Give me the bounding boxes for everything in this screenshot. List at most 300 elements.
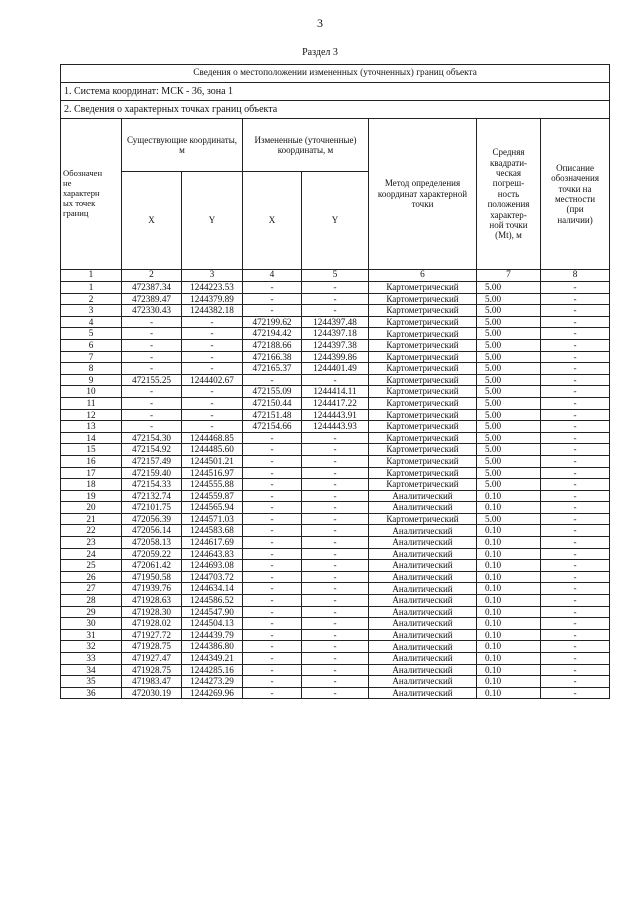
table-row <box>61 664 610 676</box>
cell-existing-x: 472159.40 <box>122 467 182 479</box>
cell-existing-y: - <box>182 339 243 351</box>
cell-changed-x: 472165.37 <box>243 363 302 375</box>
table-row <box>61 571 610 583</box>
cell-changed-y: 1244443.93 <box>302 421 369 433</box>
cell-point-id: 20 <box>61 502 122 514</box>
cell-existing-x: 471927.72 <box>122 629 182 641</box>
cell-description: - <box>541 676 610 688</box>
cell-error: 0.10 <box>477 525 541 537</box>
header-line: ной точки <box>489 219 528 230</box>
cell-point-id: 29 <box>61 606 122 618</box>
cell-changed-x: - <box>243 467 302 479</box>
cell-point-id: 3 <box>61 305 122 317</box>
header-line: местности <box>554 194 596 204</box>
cell-existing-y: 1244583.68 <box>182 525 243 537</box>
cell-point-id: 32 <box>61 641 122 653</box>
column-number: 7 <box>477 270 541 282</box>
cell-error: 5.00 <box>477 351 541 363</box>
cell-method: Картометрический <box>369 467 477 479</box>
cell-changed-y: 1244397.38 <box>302 339 369 351</box>
points-section-title: 2. Сведения о характерных точках границ объекта <box>61 101 610 119</box>
cell-description: - <box>541 490 610 502</box>
cell-method: Аналитический <box>369 687 477 699</box>
cell-description: - <box>541 525 610 537</box>
cell-method: Картометрический <box>369 282 477 294</box>
cell-point-id: 4 <box>61 316 122 328</box>
header-line: погреш- <box>492 178 525 189</box>
cell-method: Картометрический <box>369 397 477 409</box>
cell-changed-y: - <box>302 455 369 467</box>
cell-point-id: 16 <box>61 455 122 467</box>
cell-method: Аналитический <box>369 537 477 549</box>
cell-existing-y: 1244555.88 <box>182 479 243 491</box>
cell-existing-x: 472059.22 <box>122 548 182 560</box>
cell-existing-x: - <box>122 409 182 421</box>
table-row <box>61 305 610 317</box>
cell-point-id: 21 <box>61 513 122 525</box>
cell-existing-x: 472154.30 <box>122 432 182 444</box>
cell-point-id: 10 <box>61 386 122 398</box>
table-row <box>61 560 610 572</box>
cell-point-id: 30 <box>61 618 122 630</box>
cell-existing-x: 472132.74 <box>122 490 182 502</box>
cell-error: 5.00 <box>477 293 541 305</box>
cell-existing-x: 472154.33 <box>122 479 182 491</box>
cell-existing-y: 1244501.21 <box>182 455 243 467</box>
table-row <box>61 583 610 595</box>
cell-description: - <box>541 386 610 398</box>
table-row <box>61 397 610 409</box>
cell-changed-y: - <box>302 606 369 618</box>
table-row <box>61 328 610 340</box>
cell-changed-x: - <box>243 664 302 676</box>
cell-changed-x: 472150.44 <box>243 397 302 409</box>
cell-error: 5.00 <box>477 386 541 398</box>
column-number: 4 <box>243 270 302 282</box>
header-line: характер- <box>490 209 527 220</box>
header-method: Метод определения координат характерной точки <box>369 119 477 270</box>
column-number: 1 <box>61 270 122 282</box>
cell-description: - <box>541 409 610 421</box>
table-row <box>61 629 610 641</box>
table-row <box>61 444 610 456</box>
cell-point-id: 27 <box>61 583 122 595</box>
cell-changed-y: 1244417.22 <box>302 397 369 409</box>
cell-changed-x: - <box>243 595 302 607</box>
header-line: Обозначен <box>63 168 103 179</box>
coordinate-system: 1. Система координат: МСК - 36, зона 1 <box>61 83 610 101</box>
table-row <box>61 606 610 618</box>
cell-description: - <box>541 583 610 595</box>
table-row <box>61 409 610 421</box>
cell-method: Картометрический <box>369 409 477 421</box>
cell-error: 5.00 <box>477 513 541 525</box>
cell-changed-x: - <box>243 537 302 549</box>
cell-changed-y: - <box>302 479 369 491</box>
cell-changed-y: - <box>302 444 369 456</box>
cell-description: - <box>541 351 610 363</box>
cell-changed-x: 472151.48 <box>243 409 302 421</box>
cell-point-id: 9 <box>61 374 122 386</box>
table-row <box>61 339 610 351</box>
cell-method: Аналитический <box>369 548 477 560</box>
cell-existing-x: - <box>122 316 182 328</box>
cell-existing-y: 1244586.52 <box>182 595 243 607</box>
cell-changed-x: - <box>243 653 302 665</box>
header-changed-coords: Измененные (уточненные) координаты, м <box>243 119 369 172</box>
section-label: Раздел 3 <box>302 47 338 58</box>
cell-changed-x: - <box>243 305 302 317</box>
cell-existing-y: 1244273.29 <box>182 676 243 688</box>
cell-changed-y: - <box>302 641 369 653</box>
cell-method: Картометрический <box>369 432 477 444</box>
cell-error: 0.10 <box>477 641 541 653</box>
header-existing-y: Y <box>182 172 243 270</box>
cell-error: 0.10 <box>477 618 541 630</box>
cell-error: 0.10 <box>477 629 541 641</box>
cell-changed-y: - <box>302 571 369 583</box>
cell-point-id: 36 <box>61 687 122 699</box>
cell-error: 0.10 <box>477 687 541 699</box>
cell-existing-y: 1244643.83 <box>182 548 243 560</box>
cell-method: Картометрический <box>369 339 477 351</box>
cell-method: Аналитический <box>369 676 477 688</box>
cell-changed-x: - <box>243 606 302 618</box>
cell-existing-y: - <box>182 363 243 375</box>
cell-existing-y: 1244485.60 <box>182 444 243 456</box>
cell-description: - <box>541 618 610 630</box>
cell-existing-x: 471927.47 <box>122 653 182 665</box>
cell-error: 0.10 <box>477 606 541 618</box>
cell-existing-y: 1244547.90 <box>182 606 243 618</box>
table-row <box>61 537 610 549</box>
cell-error: 5.00 <box>477 339 541 351</box>
header-line: Средняя <box>492 147 525 158</box>
cell-changed-x: - <box>243 293 302 305</box>
cell-description: - <box>541 548 610 560</box>
table-row <box>61 676 610 688</box>
cell-error: 0.10 <box>477 664 541 676</box>
header-line: границ <box>63 207 89 218</box>
header-line: квадрати- <box>489 157 528 168</box>
header-line: Описание <box>556 162 594 173</box>
table-row <box>61 432 610 444</box>
cell-method: Картометрический <box>369 316 477 328</box>
cell-changed-x: - <box>243 513 302 525</box>
cell-existing-y: - <box>182 421 243 433</box>
table-row <box>61 641 610 653</box>
table-row <box>61 351 610 363</box>
cell-error: 0.10 <box>477 548 541 560</box>
cell-changed-x: 472194.42 <box>243 328 302 340</box>
cell-changed-x: - <box>243 676 302 688</box>
cell-changed-x: - <box>243 548 302 560</box>
cell-existing-x: 472056.39 <box>122 513 182 525</box>
cell-description: - <box>541 606 610 618</box>
cell-method: Аналитический <box>369 525 477 537</box>
cell-changed-x: - <box>243 618 302 630</box>
cell-method: Картометрический <box>369 421 477 433</box>
cell-changed-x: - <box>243 571 302 583</box>
cell-changed-y: 1244443.91 <box>302 409 369 421</box>
cell-changed-x: - <box>243 374 302 386</box>
cell-error: 5.00 <box>477 444 541 456</box>
cell-method: Картометрический <box>369 328 477 340</box>
header-line: ых точек <box>63 197 96 208</box>
cell-changed-x: 472155.09 <box>243 386 302 398</box>
cell-changed-y: 1244414.11 <box>302 386 369 398</box>
cell-method: Картометрический <box>369 386 477 398</box>
cell-description: - <box>541 595 610 607</box>
cell-existing-y: 1244386.80 <box>182 641 243 653</box>
column-number: 6 <box>369 270 477 282</box>
cell-existing-x: 472101.75 <box>122 502 182 514</box>
cell-method: Картометрический <box>369 293 477 305</box>
cell-changed-x: - <box>243 432 302 444</box>
cell-description: - <box>541 305 610 317</box>
cell-error: 5.00 <box>477 455 541 467</box>
cell-changed-y: - <box>302 595 369 607</box>
table-row <box>61 374 610 386</box>
cell-method: Картометрический <box>369 455 477 467</box>
cell-description: - <box>541 537 610 549</box>
cell-error: 5.00 <box>477 397 541 409</box>
cell-changed-y: - <box>302 687 369 699</box>
cell-changed-y: - <box>302 467 369 479</box>
cell-existing-y: 1244703.72 <box>182 571 243 583</box>
cell-error: 0.10 <box>477 653 541 665</box>
table-row <box>61 525 610 537</box>
header-line: (Mt), м <box>495 230 522 241</box>
cell-existing-y: - <box>182 316 243 328</box>
cell-changed-x: - <box>243 560 302 572</box>
cell-description: - <box>541 513 610 525</box>
cell-method: Аналитический <box>369 664 477 676</box>
cell-existing-y: 1244693.08 <box>182 560 243 572</box>
cell-changed-y: - <box>302 293 369 305</box>
table-row <box>61 293 610 305</box>
header-existing-coords: Существующие координаты, м <box>122 119 243 172</box>
cell-existing-y: 1244571.03 <box>182 513 243 525</box>
cell-changed-y: - <box>302 548 369 560</box>
cell-error: 5.00 <box>477 432 541 444</box>
cell-description: - <box>541 687 610 699</box>
cell-changed-y: - <box>302 525 369 537</box>
cell-description: - <box>541 282 610 294</box>
cell-changed-y: - <box>302 432 369 444</box>
cell-point-id: 12 <box>61 409 122 421</box>
cell-error: 5.00 <box>477 409 541 421</box>
cell-point-id: 18 <box>61 479 122 491</box>
cell-changed-y: - <box>302 490 369 502</box>
table-row <box>61 316 610 328</box>
table-row <box>61 595 610 607</box>
cell-method: Картометрический <box>369 479 477 491</box>
cell-existing-y: - <box>182 351 243 363</box>
cell-changed-y: - <box>302 618 369 630</box>
cell-changed-x: 472188.66 <box>243 339 302 351</box>
cell-existing-y: 1244565.94 <box>182 502 243 514</box>
cell-description: - <box>541 444 610 456</box>
cell-description: - <box>541 560 610 572</box>
cell-existing-x: 472061.42 <box>122 560 182 572</box>
cell-changed-y: - <box>302 282 369 294</box>
cell-method: Аналитический <box>369 641 477 653</box>
cell-changed-x: - <box>243 455 302 467</box>
column-numbers-row <box>61 270 610 282</box>
cell-existing-x: 471983.47 <box>122 676 182 688</box>
cell-existing-x: - <box>122 386 182 398</box>
cell-changed-x: - <box>243 444 302 456</box>
cell-error: 5.00 <box>477 282 541 294</box>
cell-method: Аналитический <box>369 606 477 618</box>
cell-point-id: 26 <box>61 571 122 583</box>
cell-point-id: 2 <box>61 293 122 305</box>
cell-error: 0.10 <box>477 502 541 514</box>
header-line: (при <box>566 204 584 215</box>
boundary-points-table <box>60 64 610 699</box>
cell-existing-y: 1244379.89 <box>182 293 243 305</box>
cell-method: Аналитический <box>369 490 477 502</box>
cell-changed-x: - <box>243 490 302 502</box>
header-line: обозначения <box>551 173 599 184</box>
cell-method: Картометрический <box>369 444 477 456</box>
cell-changed-y: - <box>302 537 369 549</box>
table-title: Сведения о местоположении измененных (уточненных) границ объекта <box>61 65 610 83</box>
cell-error: 5.00 <box>477 316 541 328</box>
cell-point-id: 5 <box>61 328 122 340</box>
cell-existing-x: 472387.34 <box>122 282 182 294</box>
header-designation <box>61 119 122 270</box>
cell-existing-x: 471928.02 <box>122 618 182 630</box>
cell-description: - <box>541 455 610 467</box>
cell-point-id: 22 <box>61 525 122 537</box>
cell-method: Аналитический <box>369 629 477 641</box>
table-row <box>61 490 610 502</box>
cell-point-id: 6 <box>61 339 122 351</box>
cell-changed-x: - <box>243 641 302 653</box>
cell-description: - <box>541 421 610 433</box>
cell-method: Аналитический <box>369 653 477 665</box>
cell-changed-x: 472166.38 <box>243 351 302 363</box>
cell-description: - <box>541 328 610 340</box>
table-row <box>61 548 610 560</box>
cell-point-id: 1 <box>61 282 122 294</box>
cell-existing-x: 472030.19 <box>122 687 182 699</box>
cell-error: 5.00 <box>477 305 541 317</box>
cell-changed-y: - <box>302 305 369 317</box>
column-number: 3 <box>182 270 243 282</box>
cell-error: 5.00 <box>477 421 541 433</box>
column-number: 8 <box>541 270 610 282</box>
cell-point-id: 19 <box>61 490 122 502</box>
cell-changed-y: - <box>302 374 369 386</box>
cell-point-id: 28 <box>61 595 122 607</box>
cell-existing-y: 1244516.97 <box>182 467 243 479</box>
cell-existing-x: 472389.47 <box>122 293 182 305</box>
cell-method: Аналитический <box>369 618 477 630</box>
column-number: 5 <box>302 270 369 282</box>
header-existing-x: X <box>122 172 182 270</box>
cell-point-id: 15 <box>61 444 122 456</box>
cell-existing-x: - <box>122 421 182 433</box>
cell-point-id: 35 <box>61 676 122 688</box>
cell-changed-y: - <box>302 560 369 572</box>
cell-changed-y: 1244397.18 <box>302 328 369 340</box>
cell-existing-x: 472330.43 <box>122 305 182 317</box>
cell-existing-y: - <box>182 409 243 421</box>
header-line: наличии) <box>557 214 593 225</box>
header-changed-y: Y <box>302 172 369 270</box>
cell-changed-y: - <box>302 664 369 676</box>
cell-existing-y: 1244285.16 <box>182 664 243 676</box>
cell-method: Аналитический <box>369 595 477 607</box>
cell-description: - <box>541 664 610 676</box>
cell-method: Аналитический <box>369 560 477 572</box>
cell-existing-y: 1244382.18 <box>182 305 243 317</box>
cell-changed-x: - <box>243 479 302 491</box>
cell-error: 5.00 <box>477 328 541 340</box>
cell-error: 0.10 <box>477 583 541 595</box>
cell-existing-y: 1244617.69 <box>182 537 243 549</box>
cell-changed-x: - <box>243 629 302 641</box>
cell-changed-x: - <box>243 282 302 294</box>
table-row <box>61 502 610 514</box>
cell-changed-x: - <box>243 583 302 595</box>
table-row <box>61 467 610 479</box>
cell-method: Картометрический <box>369 513 477 525</box>
header-changed-x: X <box>243 172 302 270</box>
column-number: 2 <box>122 270 182 282</box>
cell-error: 0.10 <box>477 571 541 583</box>
cell-description: - <box>541 432 610 444</box>
cell-method: Картометрический <box>369 351 477 363</box>
table-row <box>61 421 610 433</box>
cell-existing-y: 1244439.79 <box>182 629 243 641</box>
cell-description: - <box>541 374 610 386</box>
cell-point-id: 17 <box>61 467 122 479</box>
cell-existing-x: 471928.75 <box>122 641 182 653</box>
cell-point-id: 11 <box>61 397 122 409</box>
cell-description: - <box>541 479 610 491</box>
cell-description: - <box>541 293 610 305</box>
cell-description: - <box>541 363 610 375</box>
cell-point-id: 25 <box>61 560 122 572</box>
table-row <box>61 386 610 398</box>
cell-description: - <box>541 629 610 641</box>
cell-existing-x: 471928.30 <box>122 606 182 618</box>
cell-error: 0.10 <box>477 560 541 572</box>
cell-description: - <box>541 653 610 665</box>
cell-changed-y: - <box>302 629 369 641</box>
header-line: ность <box>497 188 520 199</box>
cell-existing-y: 1244402.67 <box>182 374 243 386</box>
cell-error: 0.10 <box>477 490 541 502</box>
cell-point-id: 24 <box>61 548 122 560</box>
cell-description: - <box>541 397 610 409</box>
page-number: 3 <box>317 16 323 30</box>
table-row <box>61 687 610 699</box>
cell-existing-y: - <box>182 397 243 409</box>
cell-existing-x: 471928.75 <box>122 664 182 676</box>
header-error <box>477 119 541 270</box>
header-line: ческая <box>495 168 522 179</box>
cell-changed-y: 1244401.49 <box>302 363 369 375</box>
header-line: характерн <box>63 188 100 199</box>
cell-changed-x: 472154.66 <box>243 421 302 433</box>
cell-method: Картометрический <box>369 363 477 375</box>
cell-point-id: 13 <box>61 421 122 433</box>
